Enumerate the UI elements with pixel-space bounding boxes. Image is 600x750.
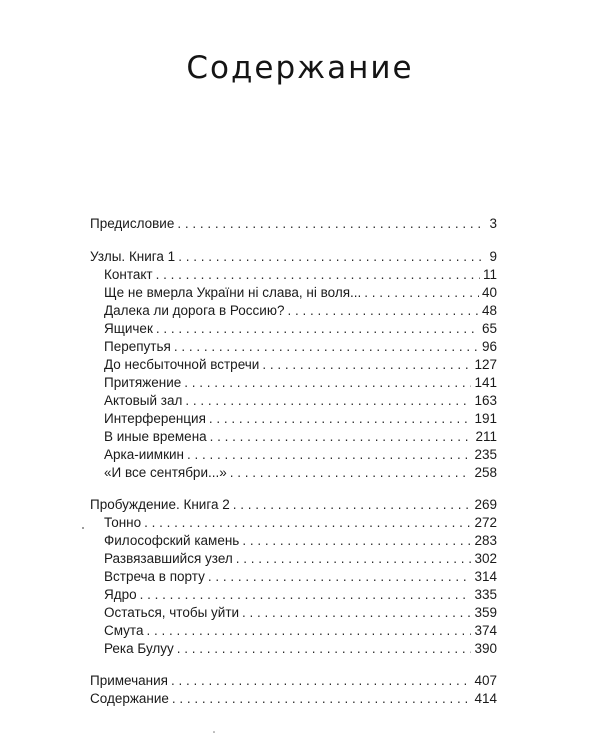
- toc-chapter-label: Интерференция: [104, 411, 206, 426]
- toc-entry-label: Предисловие: [90, 216, 175, 231]
- toc-chapter: [104, 464, 497, 482]
- leader-dots: [287, 302, 478, 320]
- toc-chapter-page: 127: [474, 357, 497, 372]
- leader-dots: [174, 338, 479, 356]
- leader-dots: [185, 392, 471, 410]
- toc-chapter: [104, 446, 497, 464]
- leader-dots: [262, 356, 471, 374]
- toc-chapter: [104, 550, 497, 568]
- toc-chapter-page: 314: [474, 569, 497, 584]
- toc-chapter: [104, 604, 497, 622]
- leader-dots: [144, 514, 471, 532]
- toc-chapter-label: Притяжение: [104, 375, 182, 390]
- toc-chapter-label: «И все сентябри...»: [104, 465, 227, 480]
- toc-chapter: [104, 374, 497, 392]
- toc-entry-label: Пробуждение. Книга 2: [90, 497, 230, 512]
- toc-chapter-page: 258: [474, 465, 497, 480]
- toc-chapter-page: 163: [474, 393, 497, 408]
- toc-entry-page: 414: [474, 691, 497, 706]
- toc-chapter-page: 96: [481, 339, 497, 354]
- toc-chapter-page: 235: [474, 447, 497, 462]
- leader-dots: [177, 640, 472, 658]
- toc-entry-page: 407: [474, 673, 497, 688]
- leader-dots: [171, 672, 472, 690]
- toc-chapter: [104, 428, 497, 446]
- toc-chapter-label: Ящичек: [104, 321, 153, 336]
- toc-chapter: [104, 640, 497, 658]
- toc-chapter-label: Смута: [104, 623, 144, 638]
- toc-entry-preface: [90, 215, 497, 233]
- toc-chapter-page: 390: [474, 641, 497, 656]
- toc-chapter-page: 48: [481, 303, 497, 318]
- leader-dots: [146, 622, 471, 640]
- toc-entry-page: 9: [489, 249, 497, 264]
- toc-chapter: [104, 302, 497, 320]
- toc-chapter: [104, 514, 497, 532]
- toc-chapter-label: В иные времена: [104, 429, 207, 444]
- toc-entry-book2: [90, 496, 497, 514]
- leader-dots: [242, 532, 471, 550]
- leader-dots: [210, 428, 473, 446]
- leader-dots: [178, 248, 486, 266]
- toc-chapter-label: Тонно: [104, 515, 142, 530]
- toc-chapter: [104, 356, 497, 374]
- toc-chapter-label: Контакт: [104, 267, 153, 282]
- leader-dots: [233, 496, 472, 514]
- toc-chapter: [104, 338, 497, 356]
- toc-chapter-page: 211: [475, 429, 497, 444]
- toc-chapter-page: 335: [474, 587, 497, 602]
- leader-dots: [156, 320, 479, 338]
- toc-entry-label: Примечания: [90, 673, 168, 688]
- leader-dots: [156, 266, 480, 284]
- toc-entry-contents: [90, 690, 497, 708]
- toc-chapter-label: Встреча в порту: [104, 569, 205, 584]
- toc-chapter: [104, 392, 497, 410]
- toc-chapter-page: 191: [474, 411, 497, 426]
- leader-dots: [172, 690, 472, 708]
- toc-chapter: [104, 622, 497, 640]
- leader-dots: [230, 464, 472, 482]
- toc-chapter-page: 374: [474, 623, 497, 638]
- toc-chapter-label: Арка-иимкин: [104, 447, 184, 462]
- toc-entry-page: 269: [474, 497, 497, 512]
- leader-dots: [177, 215, 486, 233]
- toc-chapter-label: Развязавшийся узел: [104, 551, 233, 566]
- toc-chapter-label: Перепутья: [104, 339, 171, 354]
- leader-dots: [236, 550, 472, 568]
- toc-entry-label: Содержание: [90, 691, 169, 706]
- toc-chapter-page: 359: [474, 605, 497, 620]
- toc-entry-page: 3: [489, 216, 497, 231]
- toc-chapter-page: 65: [481, 321, 497, 336]
- leader-dots: [242, 604, 471, 622]
- toc-chapter: [104, 320, 497, 338]
- toc-entry-book1: [90, 248, 497, 266]
- toc-chapter-label: Ще не вмерла України ні слава, ні воля...: [104, 285, 362, 300]
- toc-chapter-label: Далека ли дорога в Россию?: [104, 303, 285, 318]
- toc-chapter: [104, 532, 497, 550]
- leader-dots: [364, 284, 479, 302]
- toc-chapter-label: Река Булуу: [104, 641, 174, 656]
- toc-chapter: [104, 284, 497, 302]
- leader-dots: [140, 586, 472, 604]
- toc-chapter-page: 283: [474, 533, 497, 548]
- toc-chapter: [104, 586, 497, 604]
- toc-chapter: [104, 568, 497, 586]
- toc-chapter-page: 11: [482, 267, 497, 282]
- toc-chapter-page: 272: [474, 515, 497, 530]
- toc-entry-notes: [90, 672, 497, 690]
- toc-chapter-label: Актовый зал: [104, 393, 183, 408]
- toc-chapter-label: Ядро: [104, 587, 137, 602]
- leader-dots: [184, 374, 471, 392]
- toc-chapter-label: Философский камень: [104, 533, 240, 548]
- toc-chapter: [104, 410, 497, 428]
- toc-chapter-label: Остаться, чтобы уйти: [104, 605, 240, 620]
- toc-chapter-page: 302: [474, 551, 497, 566]
- toc-chapter-label: До несбыточной встречи: [104, 357, 260, 372]
- toc-chapter-page: 40: [481, 285, 497, 300]
- page-title: Содержание: [186, 50, 414, 86]
- toc-chapter-page: 141: [474, 375, 497, 390]
- toc-entry-label: Узлы. Книга 1: [90, 249, 176, 264]
- toc-chapter: [104, 266, 497, 284]
- leader-dots: [187, 446, 471, 464]
- leader-dots: [209, 410, 472, 428]
- leader-dots: [208, 568, 472, 586]
